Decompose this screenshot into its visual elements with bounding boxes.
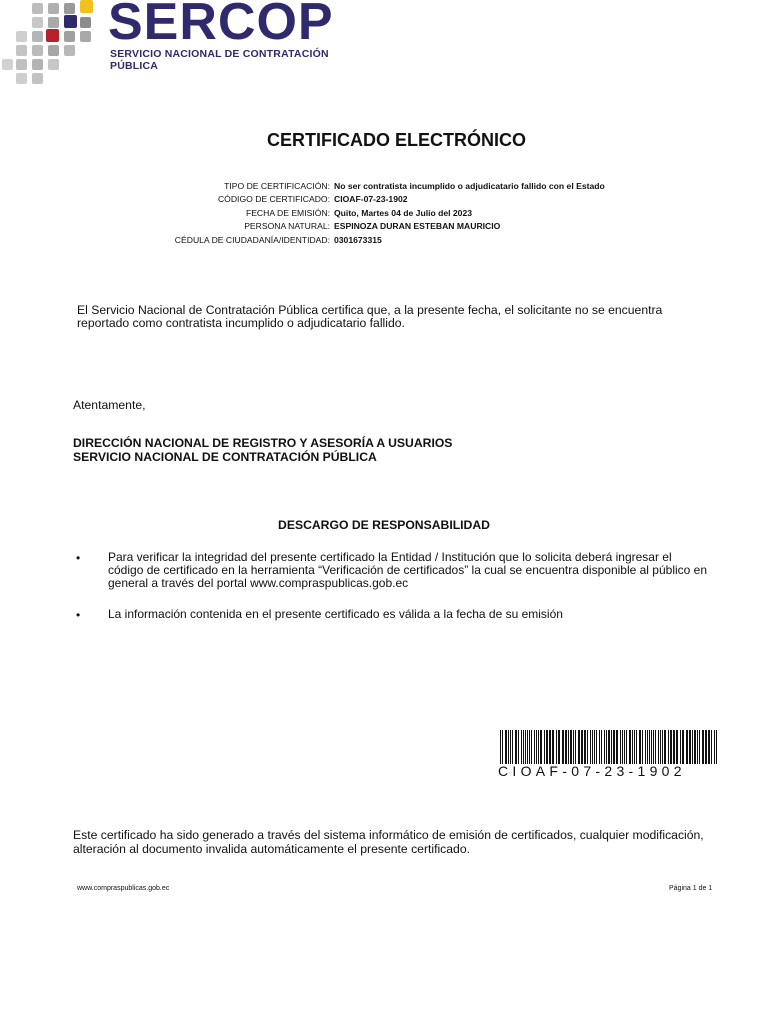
- field-row-code: [0, 194, 768, 207]
- field-row-person: [0, 221, 768, 234]
- signature-line-2: SERVICIO NACIONAL DE CONTRATACIÓN PÚBLICA: [73, 450, 377, 464]
- footer-website: www.compraspublicas.gob.ec: [77, 885, 170, 892]
- logo-squares-icon: [0, 0, 100, 90]
- disclaimer-title: DESCARGO DE RESPONSABILIDAD: [278, 518, 490, 532]
- field-value: ESPINOZA DURAN ESTEBAN MAURICIO: [334, 221, 501, 232]
- field-row-type: [0, 181, 768, 194]
- barcode-icon: [500, 730, 720, 764]
- field-label: CÉDULA DE CIUDADANÍA/IDENTIDAD:: [174, 234, 330, 245]
- certification-paragraph: El Servicio Nacional de Contratación Pública certifica que, a la presente fecha, el solicitante no se encuentra reportado como contratista incumplido o adjudicatario fallido.: [77, 303, 663, 331]
- field-value: 0301673315: [334, 234, 382, 245]
- signature-line-1: DIRECCIÓN NACIONAL DE REGISTRO Y ASESORÍA A USUARIOS: [73, 436, 453, 450]
- bullet-icon: •: [76, 551, 81, 565]
- greeting: Atentamente,: [73, 398, 146, 412]
- field-label: FECHA DE EMISIÓN:: [245, 207, 330, 218]
- logo-title: SERCOP: [108, 0, 334, 51]
- bullet-icon: •: [76, 608, 81, 622]
- page-number: Página 1 de 1: [669, 885, 713, 892]
- field-label: CÓDIGO DE CERTIFICADO:: [217, 194, 330, 205]
- certificate-fields: [0, 181, 768, 248]
- disclaimer-item: Para verificar la integridad del presente certificado la Entidad / Institución que lo solicita deberá ingresar el código de certificado en la herramienta “Verificación de certificados” la cual se encuentra disponible al público en general a través del portal www.compraspublicas.gob.ec: [108, 550, 708, 591]
- document-title: CERTIFICADO ELECTRÓNICO: [267, 130, 526, 150]
- field-value: CIOAF-07-23-1902: [334, 194, 408, 205]
- field-value: Quito, Martes 04 de Julio del 2023: [334, 207, 473, 218]
- field-row-date: [0, 208, 768, 221]
- field-label: PERSONA NATURAL:: [244, 221, 330, 232]
- logo-subtitle: SERVICIO NACIONAL DE CONTRATACIÓN PÚBLICA: [110, 48, 329, 72]
- footer-note: Este certificado ha sido generado a través del sistema informático de emisión de certificados, cualquier modificación, alteración al documento invalida automáticamente el presente certificado.: [73, 828, 704, 856]
- barcode-text: CIOAF-07-23-1902: [498, 763, 686, 779]
- field-row-id: [0, 235, 768, 248]
- disclaimer-item: La información contenida en el presente certificado es válida a la fecha de su emisión: [108, 607, 563, 621]
- field-value: No ser contratista incumplido o adjudicatario fallido con el Estado: [334, 181, 605, 191]
- sercop-logo: [0, 0, 360, 90]
- signature-block: [73, 436, 452, 464]
- field-label: TIPO DE CERTIFICACIÓN:: [224, 181, 330, 191]
